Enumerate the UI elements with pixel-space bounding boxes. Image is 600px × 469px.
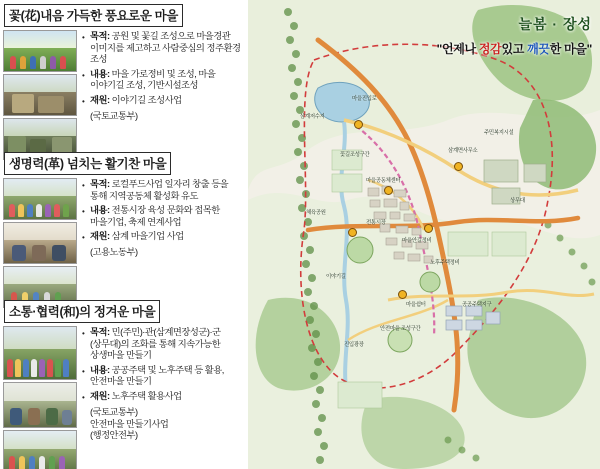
map-label: 주민복지시설 — [484, 130, 514, 136]
bullet-body: 로컬푸드사업 일자리 창출 등을 통해 지역공동체 활성화 유도 — [90, 179, 229, 201]
bullet-lead: 목적: — [90, 327, 110, 337]
bullet-body: 삼계 마을기업 사업 — [111, 231, 184, 242]
map-title-block — [437, 14, 592, 57]
slogan-part-3: 있고 — [501, 42, 528, 56]
bullet-body: 이야기길 조성사업 — [111, 94, 182, 105]
funding-source: (국토교통부) — [90, 406, 138, 417]
bullet-lead: 재원: — [90, 94, 110, 105]
bullet-body: 전통시장 육성 문화와 접목한 마을기업, 축제 연계사업 — [90, 205, 220, 227]
bullet-body: 민(주민)·관(삼계면장성군)·군(상무대)의 조화를 통해 지속가능한 상생마을 만들기 — [90, 327, 221, 361]
slogan-part-5: 한 마을" — [549, 42, 592, 56]
map-graphic — [248, 0, 600, 469]
bullet-item — [82, 231, 246, 244]
photo-column — [2, 178, 77, 308]
village-master-plan-map[interactable] — [248, 0, 600, 469]
section-title: 생명력(革) 넘치는 활기찬 마을 — [4, 152, 171, 175]
section-title: 소통·협력(和)의 정겨운 마을 — [4, 300, 160, 323]
village-house-renovation-photo — [3, 74, 77, 116]
left-content-panel — [0, 0, 248, 469]
map-label: 삼계저수지 — [300, 114, 325, 120]
photo-column — [2, 30, 77, 160]
bullet-item — [82, 179, 246, 202]
bullet-mark: • — [82, 96, 85, 106]
bullet-text — [90, 365, 246, 388]
map-label: 마을쉼터 — [406, 302, 426, 308]
map-label: 체육공원 — [306, 210, 326, 216]
bullet-lead: 내용: — [90, 364, 110, 375]
map-label: 마을안길정비 — [402, 238, 432, 244]
map-label: 마을진입로 — [352, 96, 377, 102]
map-label: 이야기길 — [326, 274, 346, 280]
bullet-mark: • — [82, 233, 85, 243]
village-flower-garden-photo — [3, 30, 77, 72]
bullet-text — [90, 31, 246, 66]
bullet-lead: 목적: — [90, 179, 110, 189]
bullet-body: 공원 및 꽃길 조성으로 마을경관 이미지를 제고하고 사람중심의 정주환경 조성 — [90, 31, 241, 65]
bullet-mark: • — [82, 392, 85, 402]
slogan-part-highlight-red: 정감 — [478, 42, 502, 56]
map-node-marker[interactable] — [398, 290, 407, 299]
map-node-marker[interactable] — [348, 228, 357, 237]
bullet-text — [90, 205, 246, 228]
bullet-body: 공공주택 및 노후주택 등 활용, 안전마을 만들기 — [90, 364, 224, 387]
bullet-text — [90, 231, 184, 243]
residents-group-photo — [3, 326, 77, 380]
funding-program: 안전마을 만들기사업 — [90, 418, 169, 429]
section-communication-village — [2, 300, 246, 469]
map-label: 꽃길조성구간 — [340, 152, 370, 158]
bullet-item — [82, 95, 246, 108]
bullet-mark: • — [82, 366, 85, 376]
section-body — [2, 30, 246, 160]
local-food-market-photo — [3, 178, 77, 220]
section-body — [2, 178, 246, 308]
bullet-mark: • — [82, 329, 85, 338]
section-flower-village — [2, 4, 246, 160]
bullet-text — [90, 95, 182, 107]
section-body — [2, 326, 246, 469]
bullet-text — [90, 69, 246, 92]
text-column — [77, 178, 246, 259]
funding-source: (고용노동부) — [90, 247, 138, 258]
community-meeting-photo — [3, 222, 77, 264]
map-label: 상무대 — [510, 198, 525, 204]
bullet-mark: • — [82, 207, 85, 217]
bullet-mark: • — [82, 70, 85, 80]
map-node-marker[interactable] — [354, 120, 363, 129]
map-slogan — [437, 40, 592, 57]
bullet-mark: • — [82, 33, 85, 42]
map-label: 공공주택지구 — [462, 302, 492, 308]
bullet-lead: 재원: — [90, 390, 110, 401]
map-label: 마을공동체센터 — [366, 178, 401, 184]
bullet-body: 노후주택 활용사업 — [111, 390, 182, 401]
bullet-lead: 내용: — [90, 205, 110, 216]
map-label: 전통시장 — [366, 220, 386, 226]
photo-column — [2, 326, 77, 469]
map-title: 늘봄 · 장성 — [518, 16, 592, 32]
bullet-item — [82, 69, 246, 92]
text-column — [77, 30, 246, 123]
map-node-marker[interactable] — [454, 162, 463, 171]
volunteer-activity-photo — [3, 430, 77, 469]
slogan-part-1: "언제나 — [436, 42, 479, 56]
bullet-text — [90, 327, 246, 362]
map-label: 삼계면사무소 — [448, 148, 478, 154]
slogan-part-highlight-blue: 깨끗 — [527, 42, 550, 56]
bullet-item — [82, 391, 246, 404]
bullet-text — [90, 179, 246, 202]
bullet-text — [90, 391, 182, 403]
map-label: 안전마을 조성구간 — [380, 326, 421, 332]
bullet-item — [82, 205, 246, 228]
map-node-marker[interactable] — [384, 186, 393, 195]
map-label: 진입광장 — [344, 342, 364, 348]
section-vitality-village — [2, 152, 246, 308]
bullet-item — [82, 327, 246, 362]
bullet-lead: 재원: — [90, 231, 110, 242]
text-column — [77, 326, 246, 442]
bullet-lead: 내용: — [90, 68, 110, 79]
bullet-item — [82, 31, 246, 66]
bullet-lead: 목적: — [90, 31, 110, 41]
funding-source-secondary: (행정안전부) — [90, 430, 138, 441]
bullet-mark: • — [82, 181, 85, 190]
funding-source: (국토교통부) — [90, 110, 138, 121]
section-title: 꽃(花)내음 가득한 풍요로운 마을 — [4, 4, 183, 27]
map-node-marker[interactable] — [424, 224, 433, 233]
map-label: 노후주택정비 — [430, 260, 460, 266]
community-workshop-photo — [3, 382, 77, 428]
bullet-body: 마을 가로정비 및 조성, 마을 이야기길 조성, 기반시설조성 — [90, 68, 216, 91]
bullet-item — [82, 365, 246, 388]
